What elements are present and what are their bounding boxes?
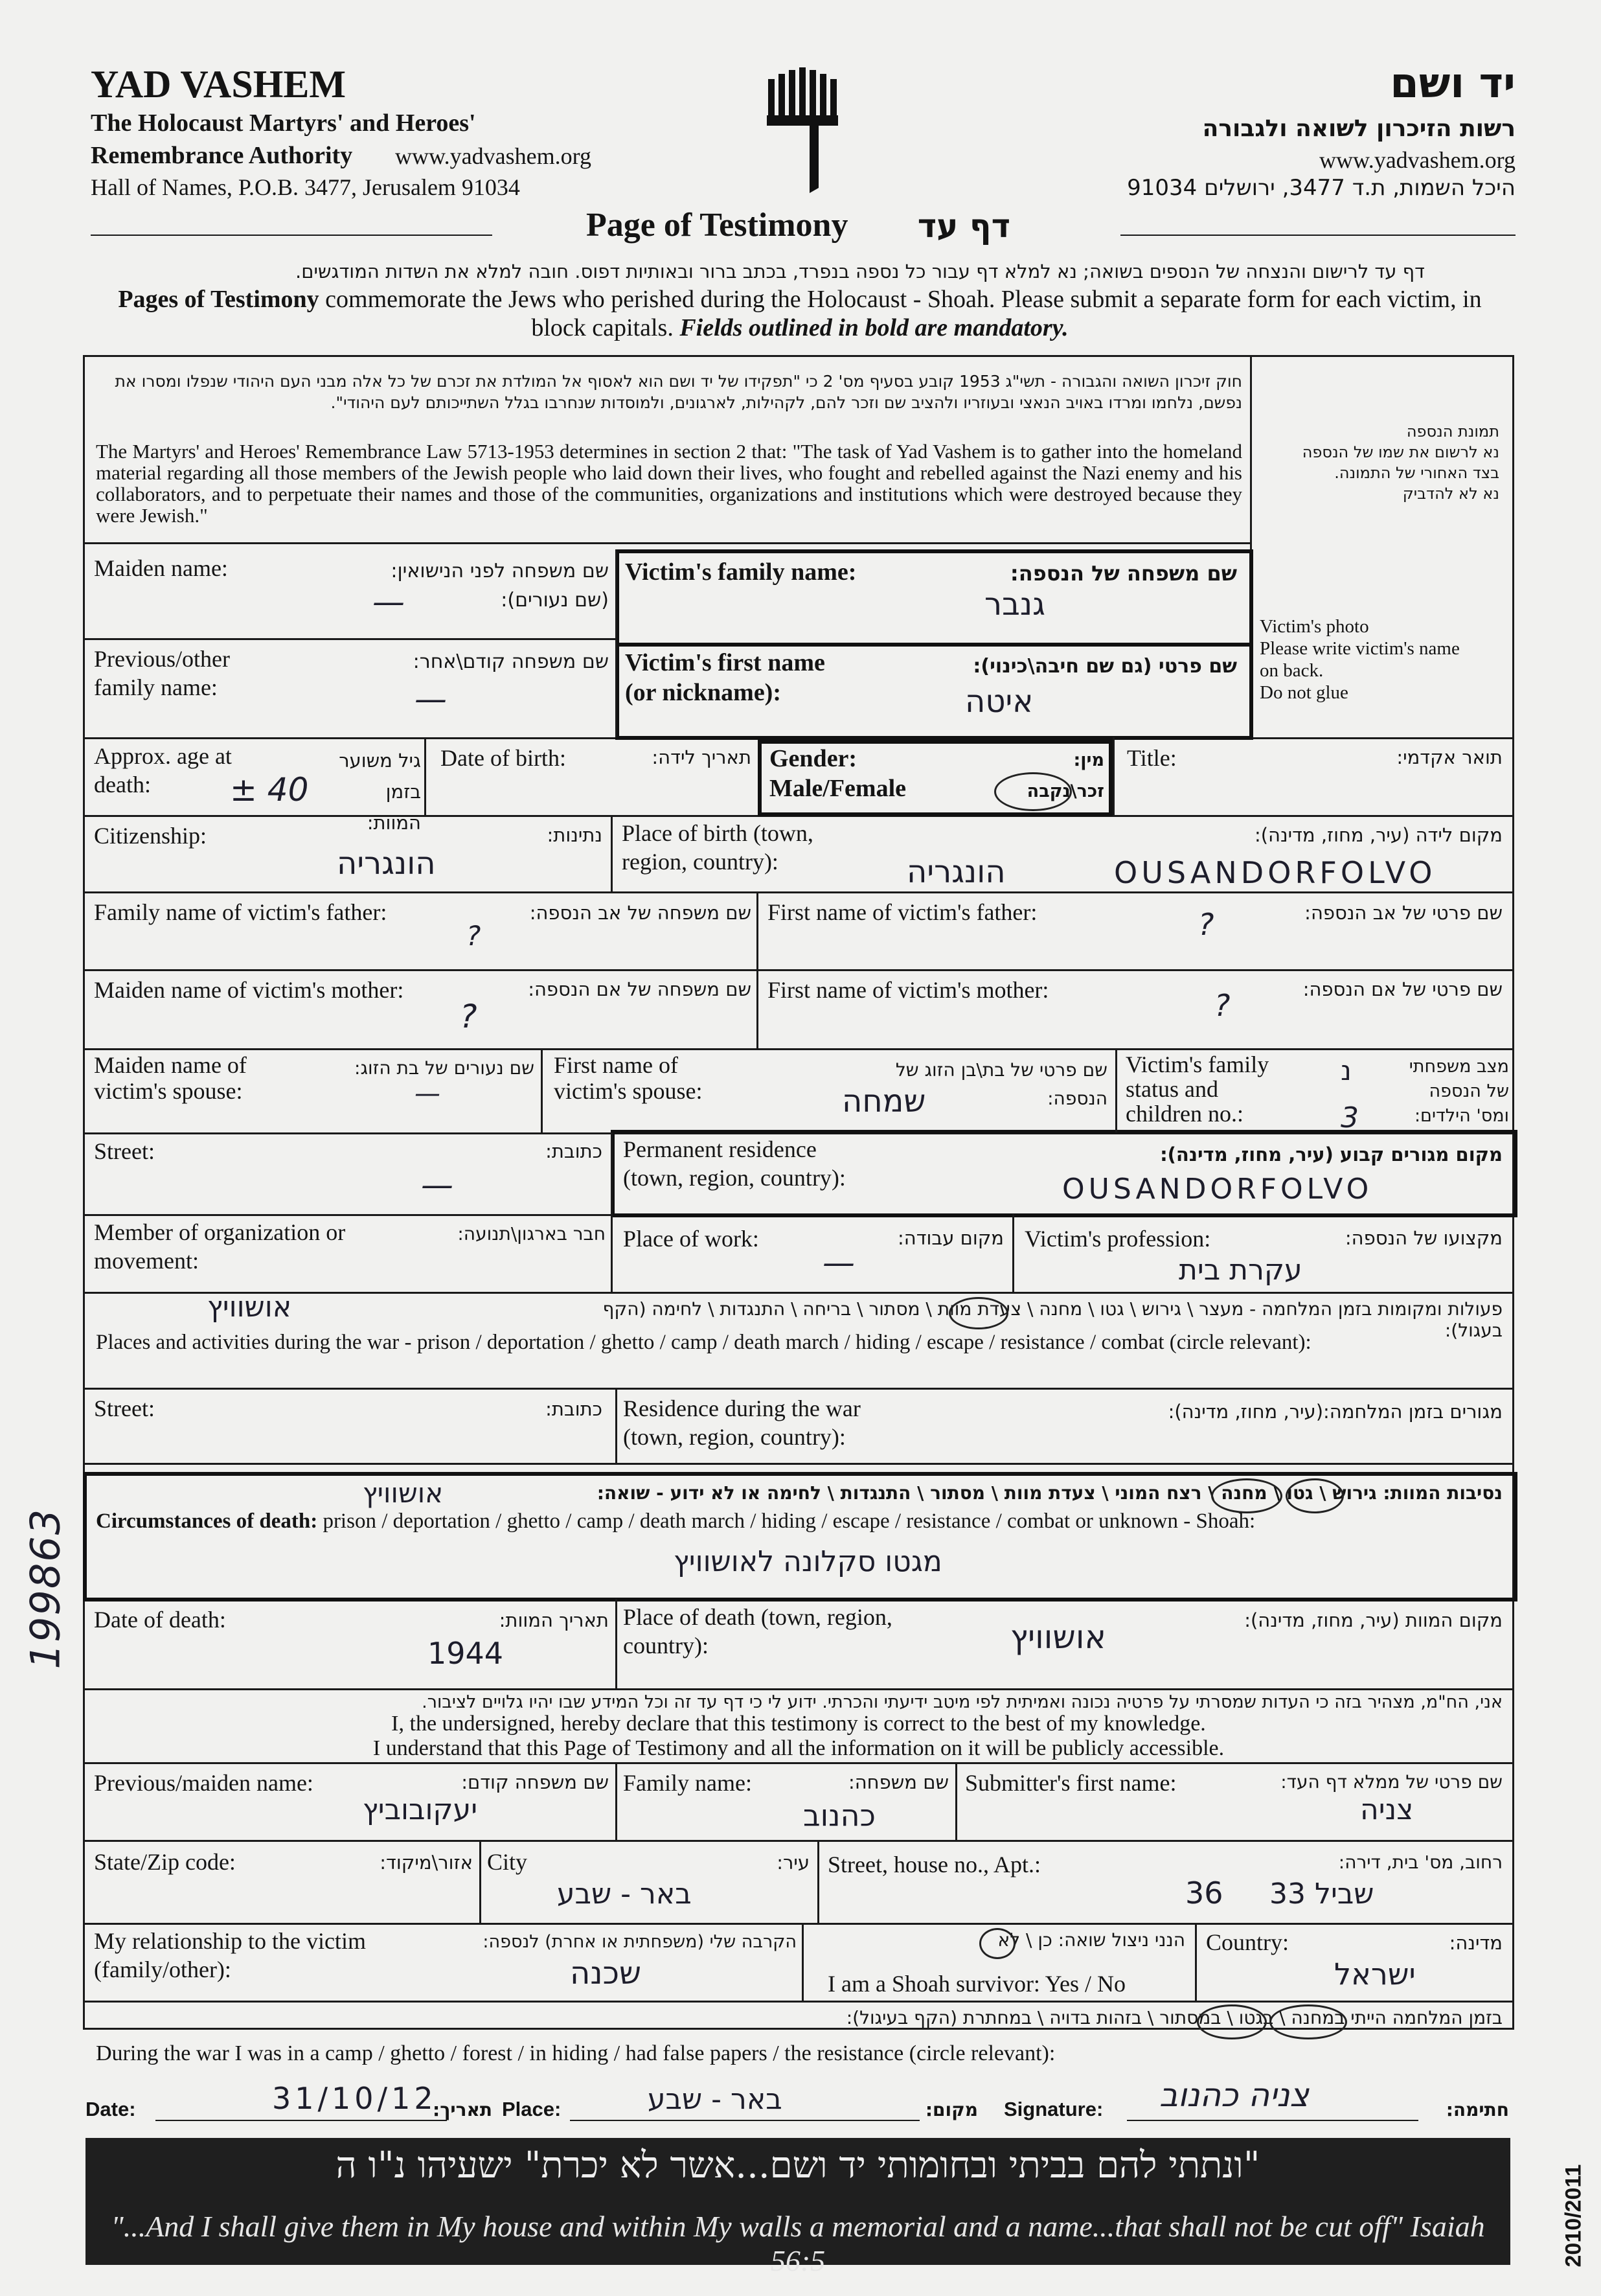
place-of-birth-value-en[interactable]: OUSANDORFOLVO [1114, 855, 1436, 890]
div-spouse1 [541, 1048, 543, 1132]
city-value[interactable]: באר - שבע [557, 1877, 692, 1911]
age-label-he-2: המוות: [367, 812, 421, 834]
mother-maiden-label: Maiden name of victim's mother: [94, 977, 404, 1003]
photo-box-en [1260, 615, 1506, 704]
age-label [94, 742, 232, 799]
mother-maiden-label-he: שם משפחה של אם הנספה: [528, 978, 751, 1000]
title-label-he: תואר אקדמי: [1396, 746, 1503, 768]
rule-q [83, 1923, 1514, 1925]
war-residence-label [623, 1394, 861, 1451]
place-of-birth-label [622, 819, 813, 876]
victim-first-name-label [625, 648, 825, 707]
org-name-he: יד ושם [1390, 60, 1516, 108]
div-street [611, 1132, 613, 1214]
place-of-birth-value-he[interactable]: הונגריה [907, 854, 1006, 890]
zip-label-he: אזור\מיקוד: [380, 1852, 473, 1874]
during-war-label-en: During the war I was in a camp / ghetto / forest / in hiding / had false papers / the resistance (circle relevant): [96, 2041, 1056, 2065]
gender-label-he-2: זכר\נקבה [1027, 781, 1104, 801]
death-ghetto-circle[interactable] [1286, 1478, 1344, 1513]
death-circumstances-value-2[interactable]: מגטו סקלונה לאושוויץ [674, 1545, 942, 1578]
victim-family-name-label-he: שם משפחה של הנספה: [1010, 561, 1237, 586]
org-subtitle-en-1: The Holocaust Martyrs' and Heroes' [91, 109, 476, 137]
photo-he-line4: נא לא להדביק [1402, 485, 1499, 503]
previous-family-label-1: Previous/other [94, 646, 230, 672]
house-street-value[interactable]: שביל 33 [1269, 1877, 1374, 1911]
citizenship-label-he: נתינות: [547, 824, 602, 846]
intro-he: דף עד לרישום והנצחה של הנספים בשואה; נא למלא דף עבור כל נספה בנפרד, בכתב ברור ובאותיות דפוס. חובה למלא את השדות המודגשים. [295, 260, 1425, 282]
father-first-label-he: שם פרטי של אב הנספה: [1304, 902, 1503, 924]
submitter-prev-maiden-label: Previous/maiden name: [94, 1770, 313, 1796]
dob-label-he: תאריך לידה: [652, 746, 751, 768]
rule-p [83, 1840, 1514, 1842]
victim-first-name-label-1: Victim's first name [625, 649, 825, 676]
age-label-he [298, 745, 421, 838]
date-of-death-label: Date of death: [94, 1607, 226, 1633]
address-he: היכל השמות, ת.ד 3477, ירושלים 91034 [1127, 175, 1516, 201]
father-family-value[interactable]: ? [466, 920, 481, 952]
margin-record-number: 199863 [21, 1508, 69, 1670]
place-of-birth-label-he: מקום לידה (עיר, מחוז, מדינה): [1254, 824, 1503, 846]
photo-en-line2: Please write victim's name [1260, 638, 1460, 659]
title-label: Title: [1127, 745, 1177, 771]
relationship-label [94, 1927, 366, 1984]
rule-f [83, 969, 1514, 971]
place-of-work-label: Place of work: [623, 1226, 759, 1252]
mother-first-value[interactable]: ? [1214, 988, 1231, 1023]
spouse-first-label-he-1: שם פרטי של בת\בן הזוג של [895, 1059, 1107, 1081]
law-text-he: חוק זיכרון השואה והגבורה - תשי"ג 1953 קובע בסעיף מס' 2 כי "תפקידו של יד ושם הוא לאסוף אל המולדת את זכרם של כל אלה מבני העם היהודי שנפלו ומסרו את נפשם, נלחמו ומרדו באויב הנאצי ובעוזריו ולהציב שם וזכר להם, לקהילות, לארגונים, ולמוסדות שנחרבו בגלל השתייכותם לעם היהודי". [115, 372, 1242, 412]
submitter-first-label: Submitter's first name: [965, 1770, 1177, 1796]
age-label-1: Approx. age at [94, 743, 232, 769]
family-status-label-he [1392, 1055, 1509, 1129]
previous-family-label-2: family name: [94, 674, 218, 700]
street-label-he: כתובת: [545, 1140, 602, 1162]
street-label: Street: [94, 1138, 155, 1164]
rule-j [83, 1292, 1514, 1294]
house-street-label: Street, house no., Apt.: [828, 1852, 1041, 1877]
profession-value[interactable]: עקרת בית [1179, 1254, 1302, 1287]
div-title [1113, 737, 1115, 815]
photo-he-line2: נא לרשום את שמו של הנספה [1302, 443, 1499, 461]
relationship-label-1: My relationship to the victim [94, 1928, 366, 1954]
div-city [479, 1840, 481, 1923]
date-of-death-label-he: תאריך המוות: [499, 1609, 609, 1631]
spouse-maiden-label-he: שם נעורים של בת הזוג: [354, 1057, 534, 1079]
place-of-death-value[interactable]: אושוויץ [1010, 1618, 1106, 1656]
zip-label: State/Zip code: [94, 1849, 236, 1875]
permanent-residence-label-he: מקום מגורים קבוע (עיר, מחוז, מדינה): [1160, 1143, 1503, 1165]
mother-first-label-he: שם פרטי של אם הנספה: [1302, 978, 1503, 1000]
div-war-street [615, 1388, 617, 1463]
signature-value[interactable]: צניה כהנוב [1159, 2076, 1310, 2114]
footer-banner [85, 2138, 1510, 2277]
war-camp-circle[interactable] [949, 1297, 1008, 1329]
intro-en-bold: Pages of Testimony [118, 286, 319, 313]
div-age [424, 737, 426, 815]
street-value[interactable]: — [421, 1166, 453, 1204]
spouse-first-label [554, 1052, 702, 1104]
permanent-residence-value[interactable]: OUSANDORFOLVO [1062, 1173, 1373, 1206]
maiden-name-label: Maiden name: [94, 555, 228, 581]
rule-a [83, 542, 1250, 544]
spouse-first-label-1: First name of [554, 1052, 678, 1078]
rule-g [83, 1048, 1514, 1050]
div-country [1195, 1923, 1197, 2001]
rule-r [83, 2001, 1514, 2003]
gender-female-circle[interactable] [994, 772, 1072, 811]
div-row1 [615, 549, 617, 737]
submitter-first-value[interactable]: צניה [1360, 1793, 1414, 1826]
div-spouse2 [1115, 1048, 1117, 1132]
survivor-label-en: I am a Shoah survivor: Yes / No [828, 1971, 1126, 1997]
rule-n [83, 1688, 1514, 1690]
place-of-death-label [623, 1603, 892, 1660]
date-of-death-value[interactable]: 1944 [427, 1636, 504, 1671]
maiden-name-label-he-2: (שם נעורים): [501, 589, 609, 612]
intro-en-italic: Fields outlined in bold are mandatory. [679, 314, 1069, 341]
signature-label-he: חתימה: [1446, 2099, 1509, 2120]
date-line [155, 2120, 447, 2121]
place-of-death-label-he: מקום המוות (עיר, מחוז, מדינה): [1244, 1609, 1503, 1631]
place-of-birth-label-1: Place of birth (town, [622, 820, 813, 846]
death-circumstances-value-1[interactable]: אושוויץ [363, 1477, 444, 1509]
citizenship-value[interactable]: הונגריה [337, 845, 436, 882]
relationship-label-he: הקרבה שלי (משפחתית או אחרת) לנספה: [483, 1932, 797, 1952]
war-residence-label-2: (town, region, country): [623, 1424, 846, 1450]
signature-line [1127, 2120, 1418, 2121]
family-status-label-2: status and [1126, 1076, 1218, 1102]
father-family-label: Family name of victim's father: [94, 899, 387, 925]
submitter-family-value[interactable]: כהנוב [803, 1798, 876, 1833]
dob-label: Date of birth: [440, 745, 566, 771]
war-street-label-he: כתובת: [545, 1398, 602, 1420]
mother-first-label: First name of victim's mother: [767, 977, 1049, 1003]
place-of-death-label-1: Place of death (town, region, [623, 1604, 892, 1630]
age-label-he-1: גיל משוער בזמן [339, 750, 421, 803]
gender-label-he-1: מין: [1073, 750, 1104, 770]
org-name-en: YAD VASHEM [91, 63, 346, 106]
mother-maiden-value[interactable]: ? [460, 998, 477, 1035]
death-circumstances-label-en [96, 1507, 1255, 1535]
spouse-maiden-label-1: Maiden name of [94, 1052, 247, 1078]
law-text-en: The Martyrs' and Heroes' Remembrance Law 5713-1953 determines in section 2 that: "The task of Yad Vashem is to gather into the homeland material regarding all those members of the Jewish people who laid down their lives, who fought and rebelled against the Nazi enemy and his collaborators, and to perpetuate their names and those of the communities, organizations and institutions which were destroyed because they were Jewish." [96, 440, 1242, 527]
div-sub-family [615, 1762, 617, 1840]
div-death-date [615, 1599, 617, 1688]
div-sub-first [955, 1762, 957, 1840]
rule-o [83, 1762, 1514, 1764]
signature-label: Signature: [1004, 2098, 1104, 2120]
date-label: Date: [85, 2098, 136, 2120]
maiden-name-label-he: שם משפחה לפני הנישואין: [391, 560, 609, 582]
div-org [611, 1214, 613, 1292]
permanent-residence-label-1: Permanent residence [623, 1136, 817, 1162]
country-value[interactable]: ישראל [1334, 1957, 1416, 1992]
website-right: www.yadvashem.org [1319, 147, 1516, 173]
intro-en [97, 285, 1503, 342]
org-subtitle-he: רשות הזיכרון לשואה ולגבורה [1202, 115, 1516, 142]
photo-en-line3: on back. [1260, 660, 1324, 681]
survivor-yes-circle[interactable] [979, 1928, 1016, 1959]
family-status-label-he-2: של הנספה [1429, 1081, 1509, 1101]
place-label: Place: [502, 2098, 562, 2120]
gender-label [769, 744, 906, 803]
photo-en-line4: Do not glue [1260, 682, 1348, 703]
house-street-label-he: רחוב, מס' בית, דירה: [1338, 1852, 1503, 1873]
declaration-en-2: I understand that this Page of Testimony and all the information on it will be publicly accessible. [372, 1736, 1225, 1760]
age-value[interactable]: ± 40 [230, 771, 309, 809]
gender-label-1: Gender: [769, 745, 857, 772]
div-relation [802, 1923, 804, 2001]
submitter-family-label-he: שם משפחה: [848, 1771, 949, 1793]
victim-first-name-value[interactable]: איטה [965, 683, 1034, 720]
photo-en-line1: Victim's photo [1260, 616, 1369, 637]
victim-first-name-label-2: (or nickname): [625, 679, 781, 706]
spouse-maiden-label-2: victim's spouse: [94, 1078, 243, 1104]
permanent-residence-label [623, 1135, 846, 1192]
submitter-camp-circle[interactable] [1269, 2004, 1347, 2039]
footer-verse-en: "...And I shall give them in My house and within My walls a memorial and a name...that shall not be cut off" Isaiah 56:5 [111, 2210, 1485, 2277]
family-status-label-3: children no.: [1126, 1101, 1243, 1127]
previous-family-value[interactable]: — [414, 680, 447, 718]
submitter-prev-maiden-label-he: שם משפחה קודם: [461, 1771, 609, 1793]
during-war-label-he: בזמן המלחמה הייתי במחנה \ בגטו \ במסתור \ בזהות בדויה \ במחתרת (הקף בעיגול): [846, 2007, 1503, 2028]
title-en: Page of Testimony [586, 207, 848, 244]
profession-label-he: מקצועו של הנספה: [1345, 1227, 1503, 1249]
date-label-he: תאריך: [433, 2099, 492, 2120]
address-en: Hall of Names, P.O.B. 3477, Jerusalem 91034 [91, 174, 520, 200]
family-status-label [1126, 1052, 1269, 1126]
death-circumstances-label-bold: Circumstances of death: [96, 1510, 318, 1533]
permanent-residence-label-2: (town, region, country): [623, 1165, 846, 1191]
organization-label [94, 1218, 345, 1275]
country-label: Country: [1206, 1929, 1289, 1955]
org-subtitle-en-2: Remembrance Authority [91, 142, 353, 169]
previous-family-label-he: שם משפחה קודם\אחר: [413, 650, 609, 673]
previous-family-label [94, 645, 230, 702]
family-status-value[interactable]: נ [1341, 1055, 1352, 1086]
photo-box-he [1260, 421, 1499, 504]
organization-label-he: חבר בארגון\תנועה: [457, 1223, 606, 1245]
menorah-logo [764, 65, 842, 194]
website-left: www.yadvashem.org [395, 143, 591, 169]
victim-first-name-label-he: שם פרטי (גם שם חיבה\כינוי): [973, 655, 1237, 678]
title-he: דף עד [917, 207, 1010, 245]
spouse-first-label-2: victim's spouse: [554, 1078, 703, 1104]
intro-en-rest: commemorate the Jews who perished during the Holocaust - Shoah. Please submit a separate form for each victim, in block capitals. [319, 286, 1482, 341]
war-residence-label-1: Residence during the war [623, 1395, 861, 1421]
war-activities-value[interactable]: אושוויץ [207, 1291, 292, 1324]
relationship-value[interactable]: שכנה [570, 1955, 641, 1992]
citizenship-label: Citizenship: [94, 823, 207, 849]
rule-b [83, 638, 617, 640]
death-circumstances-label-he: נסיבות המוות: גירוש \ גטו \ מחנה \ רצח המוני \ צעדת מוות \ מסתור \ התנגדות \ לחימה או לא ידוע - שואה: [596, 1482, 1503, 1504]
country-label-he: מדינה: [1449, 1932, 1503, 1954]
div-father [756, 891, 758, 1048]
place-of-death-label-2: country): [623, 1633, 709, 1659]
victim-family-name-label: Victim's family name: [625, 558, 857, 586]
photo-he-line1: תמונת הנספה [1406, 422, 1499, 441]
organization-label-2: movement: [94, 1248, 199, 1274]
edition-year: 2010/2011 [1561, 2164, 1586, 2267]
place-of-birth-label-2: region, country): [622, 849, 778, 875]
place-of-work-label-he: מקום עבודה: [897, 1227, 1004, 1249]
photo-he-line3: בצד האחורי של התמונה. [1334, 464, 1499, 482]
profession-label: Victim's profession: [1025, 1226, 1211, 1252]
father-first-value[interactable]: ? [1198, 907, 1214, 942]
declaration-en-1: I, the undersigned, hereby declare that this testimony is correct to the best of my knowledge. [391, 1712, 1206, 1736]
footer-verse-he: "ונתתי להם בביתי ובחומותי יד ושם...אשר לא יכרת" ישעיהו נ"ו ה [335, 2144, 1260, 2187]
submitter-ghetto-circle[interactable] [1197, 2004, 1267, 2039]
family-status-label-he-3: ומס' הילדים: [1414, 1106, 1509, 1126]
title-rule-right [1120, 235, 1516, 236]
death-circumstances-label-rest: prison / deportation / ghetto / camp / death march / hiding / escape / resistance / combat or unknown - Shoah: [317, 1510, 1256, 1533]
house-number-value[interactable]: 36 [1185, 1876, 1223, 1911]
spouse-maiden-value[interactable]: — [414, 1079, 440, 1108]
victim-family-name-value[interactable]: גנבר [984, 586, 1045, 623]
declaration-he: אני, הח"מ, מצהיר בזה כי העדות שמסרתי על פרטיה נכונה ואמיתית לפי מיטב ידיעתי והכרתי. ידוע לי כי דף עד זה וכל המידע שבו יהיו גלויים לציבור. [422, 1692, 1503, 1712]
rule-k [83, 1388, 1514, 1390]
place-of-work-value[interactable]: — [823, 1244, 855, 1281]
war-residence-label-he: מגורים בזמן המלחמה:(עיר, מחוז, מדינה): [1168, 1401, 1503, 1423]
war-street-label: Street: [94, 1395, 155, 1421]
maiden-name-value[interactable]: — [372, 583, 405, 621]
div-house [817, 1840, 819, 1923]
div-citizen [611, 815, 613, 891]
father-first-label: First name of victim's father: [767, 899, 1038, 925]
submitter-first-label-he: שם פרטי של ממלא דף העד: [1280, 1771, 1503, 1793]
date-value[interactable]: 31/10/12 [272, 2081, 437, 2116]
spouse-maiden-label [94, 1052, 247, 1104]
place-value[interactable]: באר - שבע [648, 2083, 782, 2116]
survivor-label-he: הנני ניצול שואה: כן \ לא [997, 1929, 1185, 1951]
father-family-label-he: שם משפחה של אב הנספה: [529, 902, 751, 924]
war-activities-label-en: Places and activities during the war - prison / deportation / ghetto / camp / death march / hiding / escape / resistance / combat (circle relevant): [96, 1331, 1311, 1354]
div-work [1012, 1214, 1014, 1292]
rule-l [83, 1463, 1514, 1465]
place-label-he: מקום: [925, 2099, 978, 2120]
city-label: City [487, 1849, 528, 1875]
place-line [570, 2120, 920, 2121]
family-status-label-1: Victim's family [1126, 1051, 1269, 1077]
submitter-prev-maiden-value[interactable]: יעקובוביץ [363, 1793, 478, 1826]
spouse-first-value[interactable]: שמחה [842, 1083, 926, 1119]
family-status-label-he-1: מצב משפחתי [1409, 1057, 1509, 1077]
children-number-value[interactable]: 3 [1341, 1101, 1359, 1134]
age-label-2: death: [94, 772, 151, 798]
spouse-first-label-he-2: הנספה: [1047, 1088, 1107, 1109]
gender-label-2: Male/Female [769, 775, 907, 802]
war-activities-label-he: פעולות ומקומות בזמן המלחמה - מעצר \ גירוש \ גטו \ מחנה \ צעדת מוות \ מסתור \ בריחה \ התנגדות \ לחימה (הקף בעגול): [602, 1298, 1503, 1341]
rule-e [83, 891, 1514, 893]
title-rule-left [91, 235, 492, 236]
relationship-label-2: (family/other): [94, 1957, 231, 1982]
organization-label-1: Member of organization or [94, 1219, 346, 1245]
city-label-he: עיר: [777, 1852, 810, 1874]
submitter-family-label: Family name: [623, 1770, 752, 1796]
